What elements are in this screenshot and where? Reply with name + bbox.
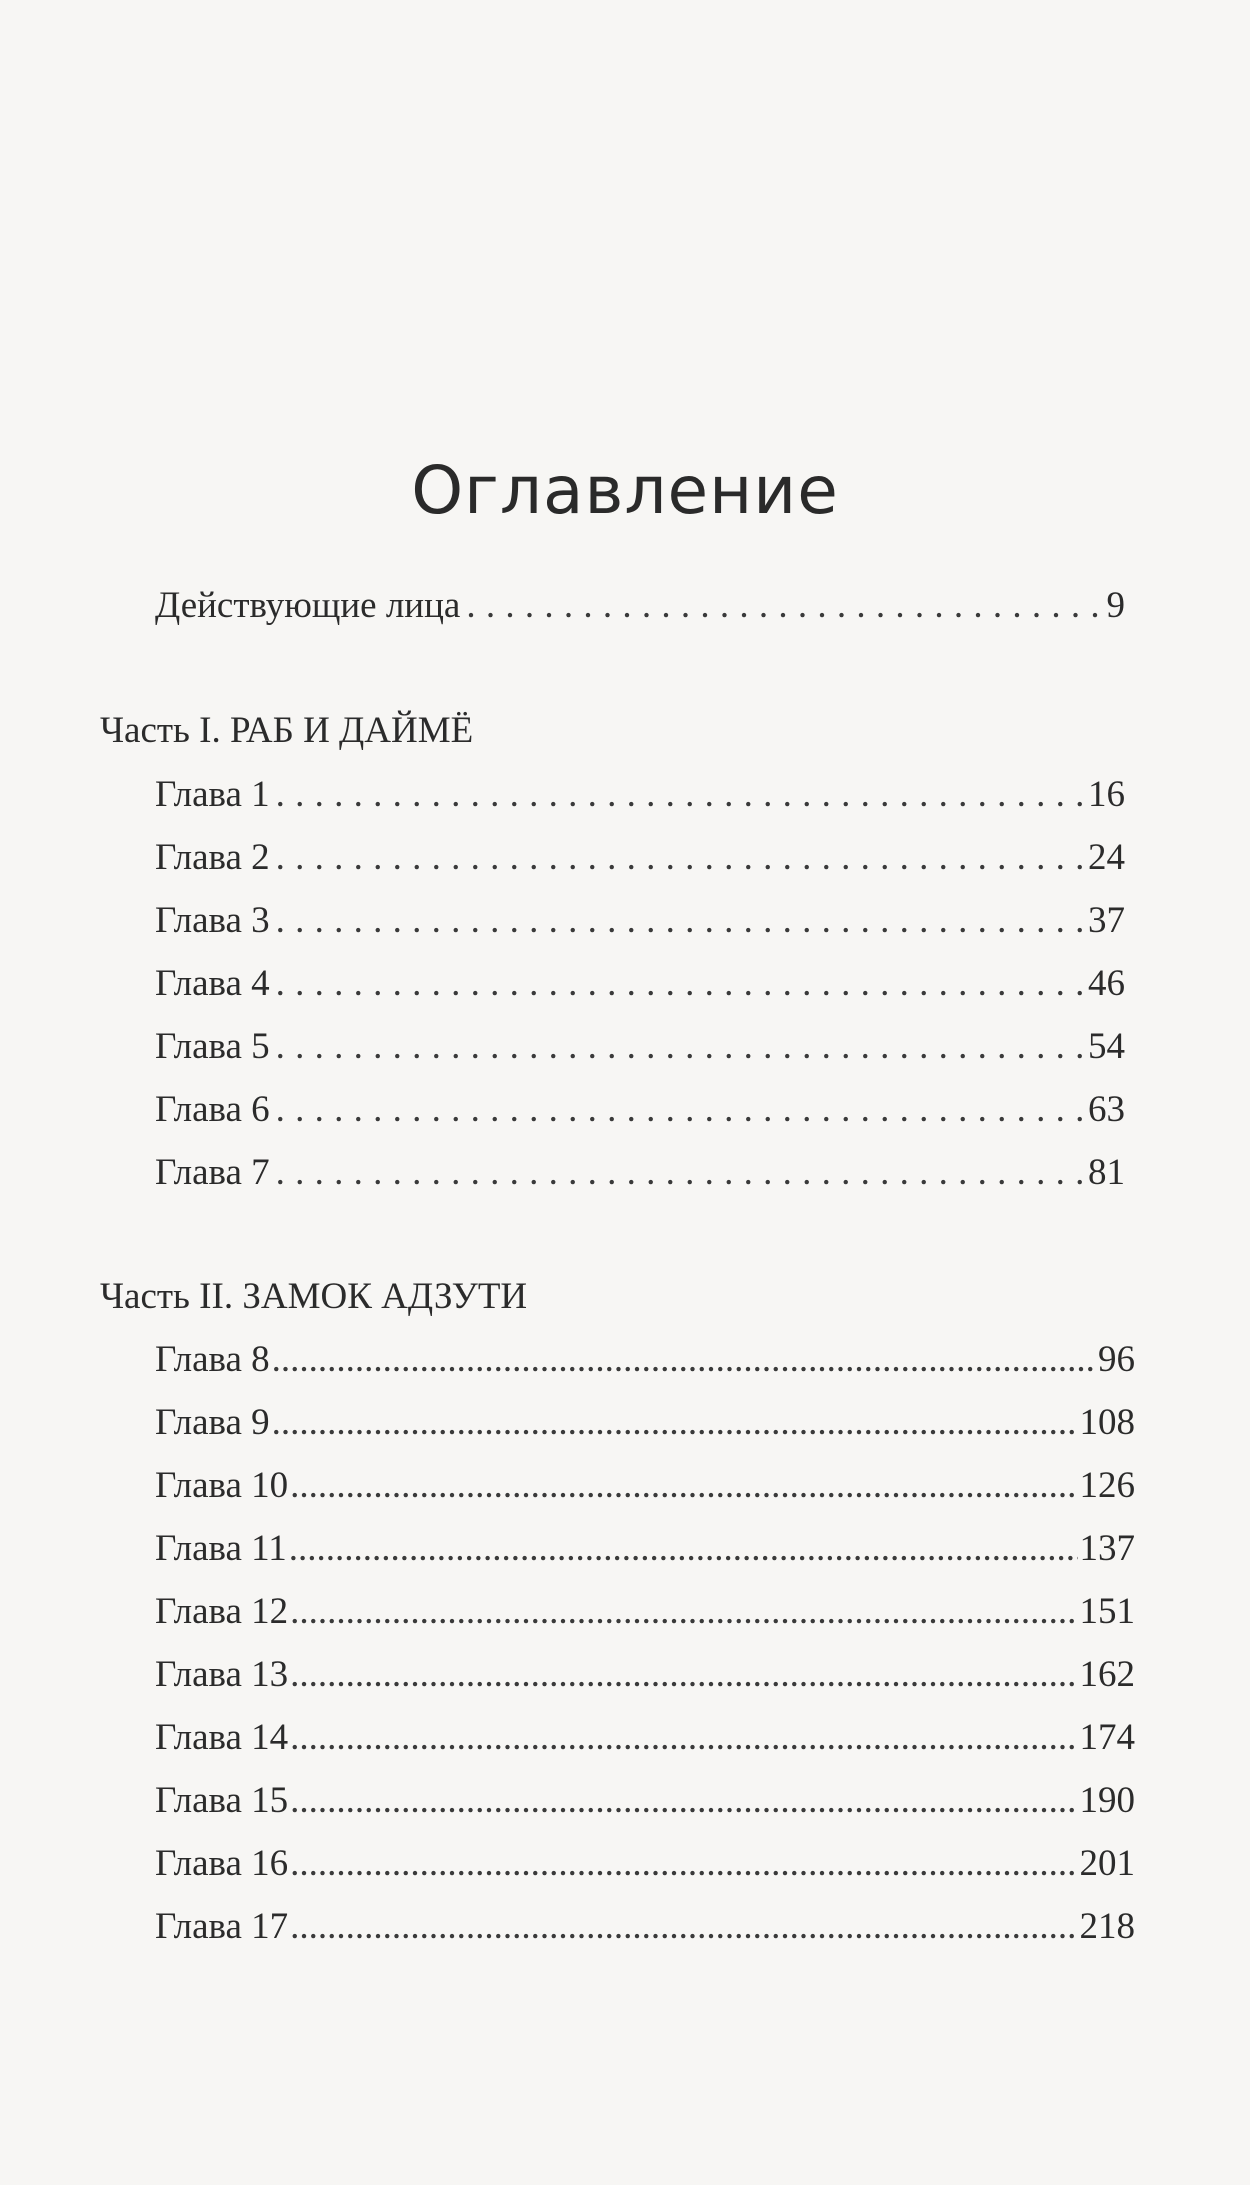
dot-leader [272,1400,1078,1446]
toc-entry-chapter [155,1024,1125,1070]
toc-entry-label: Глава 3 [155,900,270,941]
dot-leader [272,1337,1096,1383]
toc-page-number: 174 [1079,1717,1135,1758]
toc-entry-chapter [155,1526,1135,1572]
toc-entry-label: Глава 13 [155,1654,289,1695]
toc-page-number: 190 [1079,1780,1135,1821]
toc-entry-chapter [155,1778,1135,1824]
toc-entry-label: Глава 8 [155,1339,270,1380]
dot-leader [290,1841,1077,1887]
toc-entry-chapter [155,1400,1135,1446]
dot-leader [290,1652,1077,1698]
toc-page-number: 54 [1088,1026,1125,1067]
dot-leader [276,772,1082,818]
toc-entry-chapter [155,961,1125,1007]
toc-page-number: 201 [1079,1843,1135,1884]
toc-entry-label: Глава 16 [155,1843,289,1884]
toc-entry-chapter [155,1150,1125,1196]
toc-entry-chapter [155,772,1125,818]
toc-entry-chapter [155,1337,1135,1383]
toc-entry-label: Глава 12 [155,1591,289,1632]
toc-page-number: 162 [1079,1654,1135,1695]
toc-page-number: 24 [1088,837,1125,878]
toc-entry-label: Глава 17 [155,1906,289,1947]
toc-entry-label: Глава 10 [155,1465,289,1506]
dot-leader [290,1904,1077,1950]
dot-leader [276,835,1082,881]
toc-page-number: 37 [1088,900,1125,941]
toc-page-number: 151 [1079,1591,1135,1632]
dot-leader [290,1778,1077,1824]
toc-entry-label: Глава 2 [155,837,270,878]
dot-leader [276,1024,1082,1070]
toc-entry-chapter [155,1652,1135,1698]
toc-page-number: 81 [1088,1152,1125,1193]
toc-page-number: 16 [1088,774,1125,815]
toc-entry-chapter [155,1463,1135,1509]
toc-page-number: 108 [1079,1402,1135,1443]
toc-page-number: 137 [1079,1528,1135,1569]
toc-entry-label: Глава 6 [155,1089,270,1130]
toc-page-number: 218 [1079,1906,1135,1947]
toc-entry-chapter [155,1904,1135,1950]
toc-entry-label: Глава 1 [155,774,270,815]
toc-page-number: 46 [1088,963,1125,1004]
toc-entry-label: Глава 15 [155,1780,289,1821]
dot-leader [276,961,1082,1007]
dot-leader [276,898,1082,944]
part-heading-1: Часть I. РАБ И ДАЙМЁ [100,710,474,751]
toc-page-number: 9 [1106,585,1125,626]
page-title: Оглавление [411,452,839,529]
toc-page-number: 126 [1079,1465,1135,1506]
toc-entry-characters [155,583,1125,629]
dot-leader [276,1087,1082,1133]
dot-leader [276,1150,1082,1196]
dot-leader [290,1463,1077,1509]
toc-entry-label: Глава 9 [155,1402,270,1443]
toc-entry-chapter [155,1589,1135,1635]
toc-entry-chapter [155,835,1125,881]
toc-entry-label: Глава 11 [155,1528,287,1569]
dot-leader [466,583,1100,629]
toc-entry-label: Действующие лица [155,585,461,626]
toc-page-number: 96 [1098,1339,1135,1380]
toc-entry-chapter [155,898,1125,944]
part-heading-2: Часть II. ЗАМОК АДЗУТИ [100,1276,528,1317]
toc-entry-chapter [155,1715,1135,1761]
toc-entry-label: Глава 4 [155,963,270,1004]
toc-entry-label: Глава 5 [155,1026,270,1067]
dot-leader [290,1715,1077,1761]
toc-entry-chapter [155,1841,1135,1887]
toc-entry-label: Глава 14 [155,1717,289,1758]
toc-page-number: 63 [1088,1089,1125,1130]
toc-entry-label: Глава 7 [155,1152,270,1193]
toc-entry-chapter [155,1087,1125,1133]
dot-leader [289,1526,1078,1572]
dot-leader [290,1589,1077,1635]
